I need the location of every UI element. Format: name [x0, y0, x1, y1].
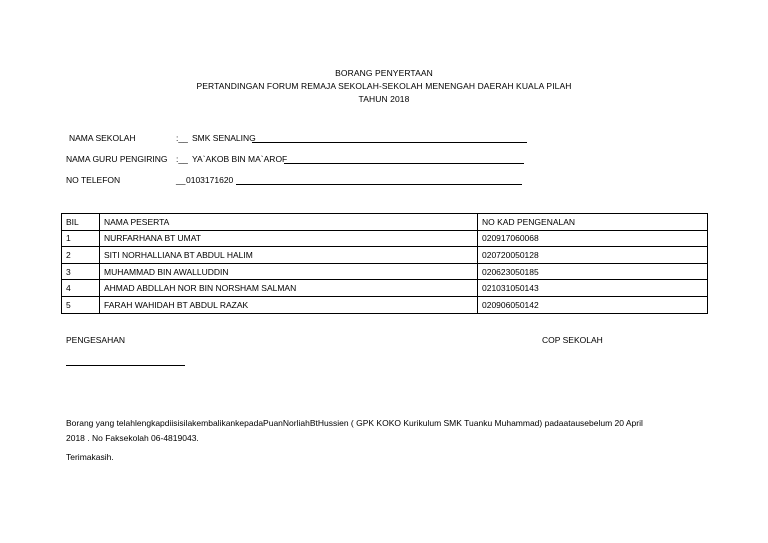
header-bil: BIL	[62, 214, 100, 231]
year-title: TAHUN 2018	[358, 94, 410, 104]
competition-title: PERTANDINGAN FORUM REMAJA SEKOLAH-SEKOLAH MENENGAH DAERAH KUALA PILAH	[196, 81, 572, 91]
table-row	[62, 230, 708, 247]
school-value: SMK SENALING	[192, 133, 256, 143]
thanks-text: Terimakasih.	[66, 452, 114, 462]
table-row	[62, 247, 708, 264]
row-kad: 020623050185	[478, 263, 708, 280]
footer-note-line1: Borang yang telahlengkapdiisisilakembalikankepadaPuanNorliahBtHussien ( GPK KOKO Kurikulum SMK Tuanku Muhammad) padaatausebelum 20 April	[66, 418, 643, 428]
teacher-label: NAMA GURU PENGIRING	[66, 154, 168, 164]
row-bil: 1	[62, 230, 100, 247]
row-nama: SITI NORHALLIANA BT ABDUL HALIM	[100, 247, 478, 264]
row-kad: 020720050128	[478, 247, 708, 264]
header-kad: NO KAD PENGENALAN	[478, 214, 708, 231]
row-kad: 021031050143	[478, 280, 708, 297]
table-row	[62, 280, 708, 297]
table-row	[62, 263, 708, 280]
row-bil: 5	[62, 296, 100, 313]
footer-note-line2: 2018 . No Faksekolah 06-4819043.	[66, 433, 199, 443]
row-bil: 2	[62, 247, 100, 264]
teacher-prefix: :__	[176, 154, 188, 164]
phone-underline	[236, 184, 522, 185]
header-nama: NAMA PESERTA	[100, 214, 478, 231]
signature-line	[66, 365, 185, 366]
form-title: BORANG PENYERTAAN	[335, 68, 433, 78]
phone-label: NO TELEFON	[66, 175, 121, 185]
school-label: NAMA SEKOLAH	[69, 133, 136, 143]
row-nama: FARAH WAHIDAH BT ABDUL RAZAK	[100, 296, 478, 313]
phone-value: 0103171620	[186, 175, 234, 185]
row-kad: 020917060068	[478, 230, 708, 247]
row-bil: 4	[62, 280, 100, 297]
phone-prefix: __	[176, 175, 186, 185]
row-nama: MUHAMMAD BIN AWALLUDDIN	[100, 263, 478, 280]
school-underline	[252, 142, 527, 143]
table-header-row	[62, 214, 708, 231]
teacher-underline	[284, 163, 524, 164]
pengesahan-label: PENGESAHAN	[66, 335, 126, 345]
table-row	[62, 296, 708, 313]
row-bil: 3	[62, 263, 100, 280]
row-nama: NURFARHANA BT UMAT	[100, 230, 478, 247]
row-nama: AHMAD ABDLLAH NOR BIN NORSHAM SALMAN	[100, 280, 478, 297]
school-prefix: :__	[176, 133, 188, 143]
participants-table	[61, 213, 708, 314]
row-kad: 020906050142	[478, 296, 708, 313]
teacher-value: YA`AKOB BIN MA`AROF	[192, 154, 288, 164]
cop-sekolah-label: COP SEKOLAH	[542, 335, 603, 345]
